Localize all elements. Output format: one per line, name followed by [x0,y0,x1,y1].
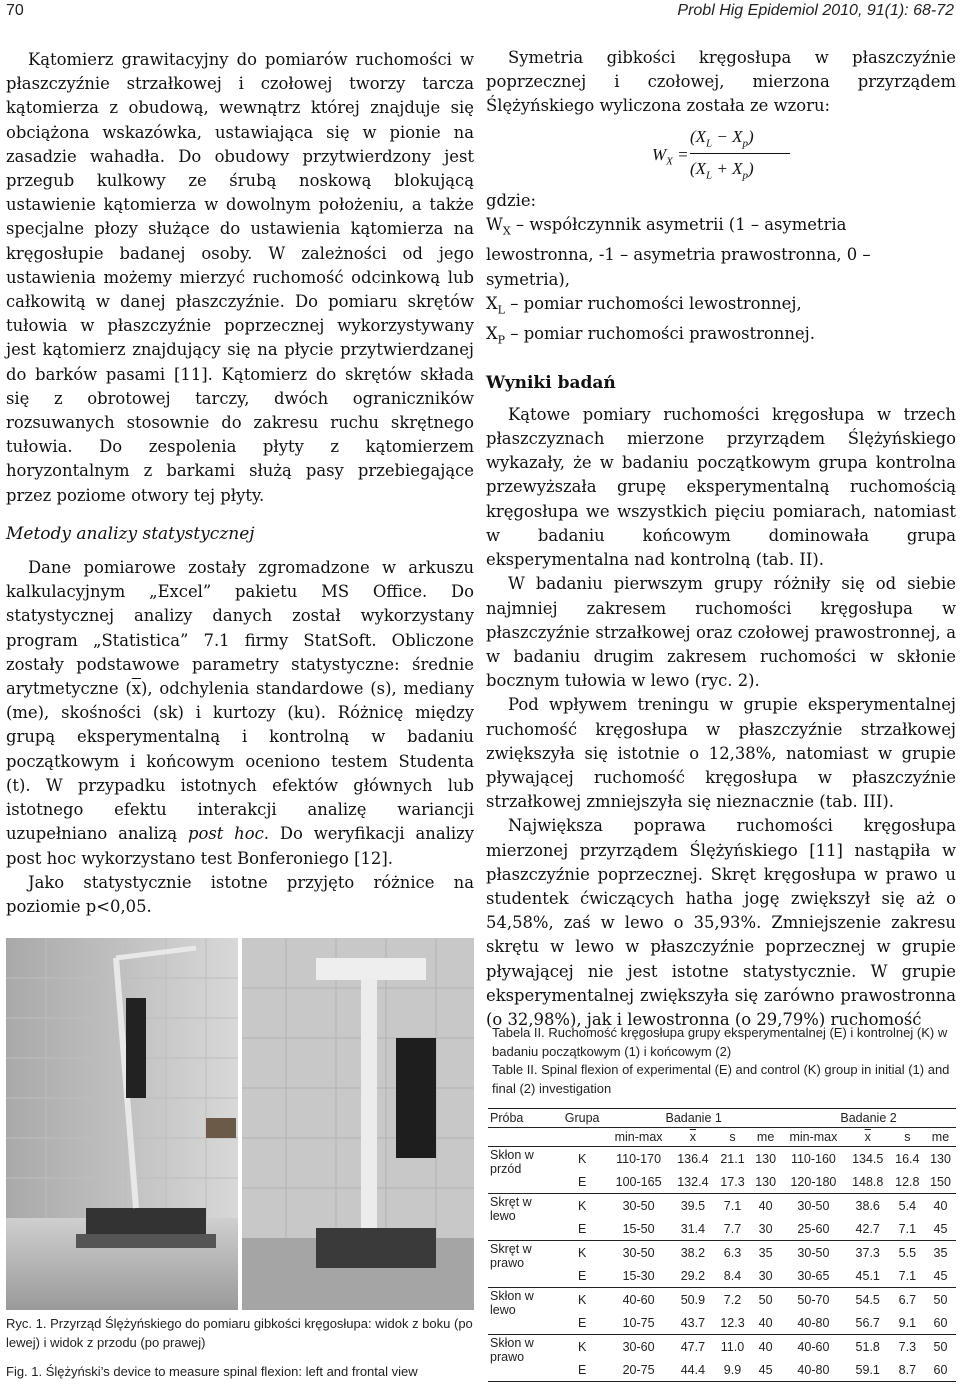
table-row [488,1170,956,1194]
value-cell: 59.1 [846,1358,890,1382]
journal-citation: Probl Hig Epidemiol 2010, 91(1): 68-72 [677,2,954,19]
group-cell: K [577,1198,587,1213]
value-cell: 132.4 [671,1170,715,1194]
value-cell: 30-65 [781,1264,846,1288]
value-cell: 15-50 [606,1217,671,1241]
table-caption [492,1024,954,1098]
definitions-intro: gdzie: [486,190,537,210]
table-row [488,1358,956,1382]
value-cell: 110-160 [790,1151,836,1166]
value-cell: 25-60 [781,1217,846,1241]
value-cell: 5.5 [898,1245,917,1260]
subheader: s [715,1128,750,1147]
value-cell: 8.7 [890,1358,925,1382]
value-cell: 40 [758,1339,773,1354]
value-cell: 7.3 [898,1339,917,1354]
value-cell: 30-50 [622,1245,655,1260]
value-cell: 35 [933,1245,948,1260]
paragraph: Symetria gibkości kręgosłupa w płaszczyźnie poprzecznej i czołowej, mierzona przyrządem Ślężyńskiego wyliczona została ze wzoru: [486,48,956,116]
value-cell: 15-30 [606,1264,671,1288]
group-cell: E [558,1170,606,1194]
value-cell: 50 [758,1292,773,1307]
table-row [488,1194,956,1218]
value-cell: 50.9 [680,1292,706,1307]
group-cell: E [558,1358,606,1382]
subheader: me [750,1128,781,1147]
value-cell: 56.7 [846,1311,890,1335]
value-cell: 40 [758,1198,773,1213]
value-cell: 47.7 [680,1339,706,1354]
row-label: Skręt w prawo [488,1241,558,1288]
value-cell: 30-50 [797,1245,830,1260]
paragraph: Pod wpływem treningu w grupie eksperymentalnej ruchomość kręgosłupa w płaszczyźnie strzałkowej zwiększyła się istotnie o 12,38%, natomiast w grupie pływającej ruchomość kręgosłupa w płaszczyźnie strzałkowej zmniejszyła się nieznacznie (tab. III). [486,695,956,812]
value-cell: 7.1 [890,1264,925,1288]
fraction-bar [690,153,790,154]
value-cell: 38.6 [855,1198,880,1213]
value-cell: 40-80 [781,1311,846,1335]
value-cell: 39.5 [680,1198,706,1213]
page-number: 70 [6,2,24,19]
formula-numerator: $(X_L - X_p)$ [690,126,754,149]
group-cell: K [577,1245,587,1260]
value-cell: 30 [750,1264,781,1288]
paragraph: Kątomierz grawitacyjny do pomiarów ruchomości w płaszczyźnie strzałkowej i czołowej tworzy tarcza kątomierza z obudową, wewnątrz której znajduje się obciążona wskazówka, ustawiająca się w pionie na zasadzie wahadła. Do obudowy przytwierdzony jest przegub kulkowy ze śrubą noskową blokującą ustawienie kątomierza w dowolnym położeniu, a także specjalne płozy służące do ustawienia kątomierza na kręgosłupie badanej osoby. W zależności od jego ustawienia możemy mierzyć ruchomość odcinkową lub całkowitą w danej płaszczyźnie. Do pomiaru skrętów tułowia w płaszczyźnie poprzecznej wykorzystywany jest kątomierz znajdujący się na płycie przytwierdzanej do barków pasami [11]. Kątomierz do skrętów składa się z obrotowej tarczy, dwóch ograniczników rozsuwanych stosownie do zakresu ruchu skrętnego tułowia. Do zespolenia płyty z kątomierzem horyzontalnym z barkami służą pasy przebiegające przez poziome otwory tej płyty. [6,50,474,505]
page-header [0,0,960,24]
value-cell: 7.1 [723,1198,742,1213]
value-cell: 17.3 [715,1170,750,1194]
value-cell: 6.3 [723,1245,742,1260]
definitions-list [486,189,956,353]
value-cell: 110-170 [616,1151,662,1166]
section-heading-results: Wyniki badań [486,372,616,393]
table-row [488,1147,956,1171]
text-run: . Do weryfikacji analizy post hoc wykorzystano test Bonferoniego [12]. [6,824,474,868]
value-cell: 40-60 [622,1292,655,1307]
value-cell: 45 [925,1264,956,1288]
value-cell: 120-180 [781,1170,846,1194]
device-photo [6,938,474,1310]
xbar-symbol: $\overline{x}$ [131,679,142,699]
value-cell: 40-60 [797,1339,830,1354]
subheader: me [925,1128,956,1147]
value-cell: 60 [925,1311,956,1335]
post-hoc-term: post hoc [187,824,264,844]
text-run: Dane pomiarowe zostały zgromadzone w arkuszu kalkulacyjnym „Excel” pakietu MS Office. Do statystycznej analizy danych został wykorzystany program „Statistica” 7.1 firmy StatSoft. Obliczone zostały podstawowe parametry statystyczne: średnie arytmetyczne ( [6,558,474,699]
value-cell: 5.4 [898,1198,917,1213]
group-cell: K [577,1292,587,1307]
value-cell: 9.9 [715,1358,750,1382]
group-cell: K [577,1151,587,1166]
table-row [488,1288,956,1312]
paragraph: Kątowe pomiary ruchomości kręgosłupa w trzech płaszczyznach mierzone przyrządem Ślężyńskiego wykazały, że w badaniu początkowym grupa kontrolna przewyższała grupę eksperymentalną ruchomością kręgosłupa we wszystkich pięciu pomiarach, natomiast w badaniu końcowym dominowała grupa eksperymentalna nad kontrolną (tab. II). [486,404,956,570]
table-row [488,1335,956,1359]
definition-xp: $X_P$ – pomiar ruchomości prawostronnej. [486,324,815,347]
asymmetry-formula [486,123,956,187]
value-cell: 40 [750,1311,781,1335]
group-cell: E [558,1264,606,1288]
value-cell: 136.4 [677,1151,709,1166]
value-cell: 9.1 [890,1311,925,1335]
header-proba: Próba [488,1109,558,1128]
value-cell: 148.8 [846,1170,890,1194]
value-cell: 45 [750,1358,781,1382]
value-cell: 7.2 [723,1292,742,1307]
value-cell: 43.7 [671,1311,715,1335]
section-heading-methods: Metody analizy statystycznej [6,523,255,544]
value-cell: 150 [925,1170,956,1194]
definition-xl: $X_L$ – pomiar ruchomości lewostronnej, [486,293,802,316]
value-cell: 30 [750,1217,781,1241]
results-table [488,1108,956,1382]
header-badanie-1: Badanie 1 [606,1109,781,1128]
value-cell: 35 [758,1245,773,1260]
value-cell: 16.4 [895,1151,920,1166]
table-caption-pl: Tabela II. Ruchomość kręgosłupa grupy eksperymentalnej (E) i kontrolnej (K) w badaniu początkowym (1) i końcowym (2) [492,1025,948,1059]
value-cell: 30-50 [797,1198,830,1213]
table-row [488,1241,956,1265]
text-run: ), odchylenia standardowe (s), mediany (me), skośności (sk) i kurtozy (ku). Różnicę między grupą eksperymentalną i kontrolną w badaniu początkowym i końcowym oceniono testem Studenta (t). W przypadku istotnych efektów głównych lub istotnego efektu interakcji analizę wariancji uzupełniano analizą [6,679,474,844]
value-cell: 6.7 [898,1292,917,1307]
value-cell: 51.8 [855,1339,880,1354]
subheader: min-max [781,1128,846,1147]
paragraph: W badaniu pierwszym grupy różniły się od siebie najmniej zakresem ruchomości kręgosłupa w płaszczyźnie strzałkowej oraz czołowej prawostronnej, a w badaniu drugim zakresem ruchomości w skłonie bocznym tułowia w lewo (ryc. 2). [486,574,956,691]
value-cell: 7.1 [890,1217,925,1241]
value-cell: 44.4 [671,1358,715,1382]
subheader: $\overline{x}$ [846,1128,890,1147]
value-cell: 50 [933,1292,948,1307]
value-cell: 12.8 [890,1170,925,1194]
value-cell: 130 [750,1170,781,1194]
header-badanie-2: Badanie 2 [781,1109,956,1128]
group-cell: E [558,1217,606,1241]
value-cell: 45.1 [846,1264,890,1288]
header-grupa: Grupa [558,1109,606,1128]
value-cell: 100-165 [606,1170,671,1194]
table-row [488,1311,956,1335]
value-cell: 130 [930,1151,951,1166]
value-cell: 29.2 [671,1264,715,1288]
table-row [488,1264,956,1288]
value-cell: 40 [933,1198,948,1213]
row-label: Skręt w lewo [488,1194,558,1241]
left-column [6,48,474,919]
value-cell: 12.3 [715,1311,750,1335]
group-cell: E [558,1311,606,1335]
subheader: s [890,1128,925,1147]
value-cell: 21.1 [720,1151,745,1166]
table-caption-en: Table II. Spinal flexion of experimental (E) and control (K) group in initial (1) and final (2) investigation [492,1062,950,1096]
paragraph [6,556,474,871]
formula-denominator: $(X_L + X_p)$ [690,158,754,181]
figure-caption-en: Fig. 1. Ślężyński’s device to measure spinal flexion: left and frontal view [6,1364,418,1379]
value-cell: 11.0 [720,1339,745,1354]
subheader: min-max [606,1128,671,1147]
value-cell: 7.7 [715,1217,750,1241]
paragraph: Największa poprawa ruchomości kręgosłupa mierzonej przyrządem Ślężyńskiego [11] nastąpiła w płaszczyźnie poprzecznej. Skręt kręgosłupa w prawo u studentek ćwiczących hatha jogę zwiększył się aż o 54,58%, zaś w lewo o 35,93%. Zmniejszenie zakresu skrętu w lewo w płaszczyźnie poprzecznej w grupie pływającej nie jest istotne statystycznie. W grupie eksperymentalnej zwiększyła się zarówno prawostronna (o 32,98%), jak i lewostronna (o 29,79%) ruchomość [486,816,956,1029]
value-cell: 45 [925,1217,956,1241]
value-cell: 50 [933,1339,948,1354]
row-label: Skłon w lewo [488,1288,558,1335]
subheader: $\overline{x}$ [671,1128,715,1147]
value-cell: 40-80 [781,1358,846,1382]
value-cell: 134.5 [852,1151,884,1166]
value-cell: 8.4 [715,1264,750,1288]
formula-lhs: $W_X$ = [652,144,689,167]
value-cell: 31.4 [671,1217,715,1241]
value-cell: 30-60 [622,1339,655,1354]
value-cell: 20-75 [606,1358,671,1382]
value-cell: 60 [925,1358,956,1382]
value-cell: 38.2 [680,1245,706,1260]
value-cell: 10-75 [606,1311,671,1335]
row-label: Skłon w przód [488,1147,558,1194]
value-cell: 30-50 [622,1198,655,1213]
figure-caption-pl: Ryc. 1. Przyrząd Ślężyńskiego do pomiaru gibkości kręgosłupa: widok z boku (po lewej) i widok z przodu (po prawej) [6,1316,473,1350]
paragraph: Jako statystycznie istotne przyjęto różnice na poziomie p<0,05. [6,872,474,916]
definition-wx: $W_X$ – współczynnik asymetrii (1 – asymetria lewostronna, -1 – asymetria prawostronna, 0 – symetria), [486,214,871,289]
row-label: Skłon w prawo [488,1335,558,1382]
right-column [486,46,956,1032]
value-cell: 37.3 [855,1245,880,1260]
group-cell: K [577,1339,587,1354]
value-cell: 50-70 [797,1292,830,1307]
value-cell: 42.7 [846,1217,890,1241]
table-row [488,1217,956,1241]
value-cell: 130 [755,1151,777,1166]
value-cell: 54.5 [855,1292,880,1307]
